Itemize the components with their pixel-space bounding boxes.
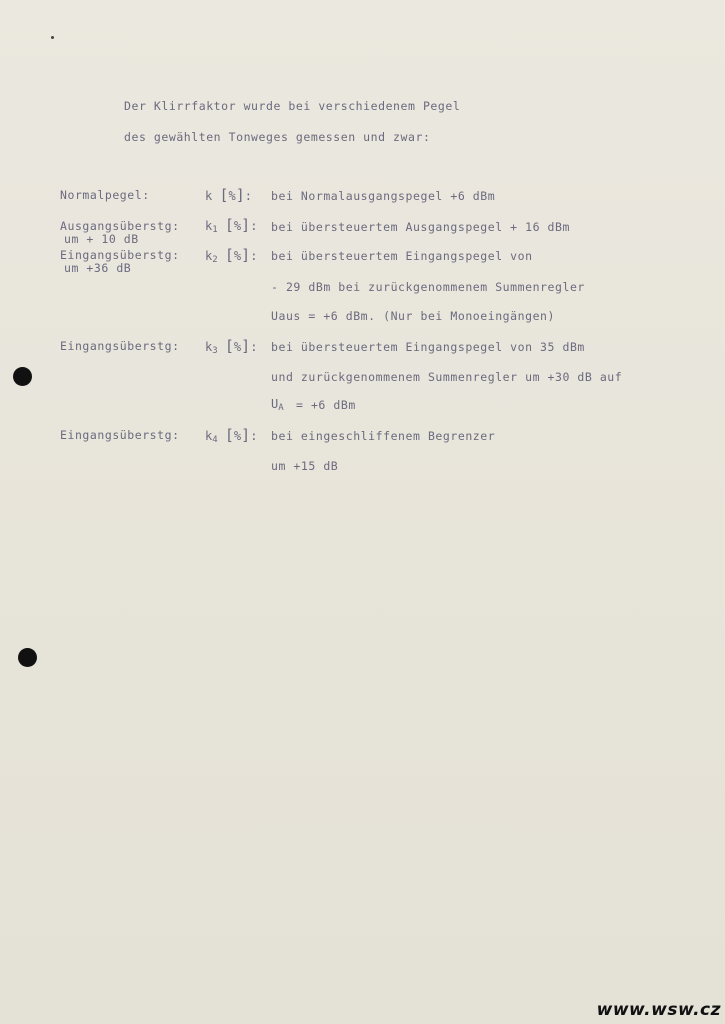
row-sublabel-eingang: um +36 dB	[64, 261, 132, 275]
unit-percent: %	[228, 189, 236, 203]
row-label-normalpegel: Normalpegel:	[60, 188, 150, 202]
row-label-eingangsuberstg-k2: Eingangsüberstg:	[60, 248, 180, 262]
row-3-line-2: und zurückgenommenem Summenregler um +30 dB auf	[271, 370, 623, 384]
row-1-line-1: bei übersteuertem Ausgangspegel + 16 dBm	[271, 220, 570, 234]
row-2-line-1: bei übersteuertem Eingangspegel von	[271, 249, 533, 263]
punch-hole-lower	[18, 648, 37, 667]
row-0-line-1: bei Normalausgangspegel +6 dBm	[271, 189, 496, 203]
symbol-k3: $k_3$ [%]:	[205, 337, 258, 356]
row-4-line-2: um +15 dB	[271, 459, 339, 473]
row-sublabel-ausgang: um + 10 dB	[64, 232, 139, 246]
paper-speck	[51, 36, 54, 39]
symbol-k1: $k_1$ [%]:	[205, 216, 258, 235]
ua-symbol: $U_A$	[271, 397, 284, 413]
row-label-ausgangsuberstg: Ausgangsüberstg:	[60, 219, 180, 233]
row-3-line-3: = +6 dBm	[296, 398, 356, 412]
symbol-k: k [%]:	[205, 186, 252, 204]
symbol-k4: $k_4$ [%]:	[205, 426, 258, 445]
row-label-eingangsuberstg-k3: Eingangsüberstg:	[60, 339, 180, 353]
row-2-line-3: Uaus = +6 dBm. (Nur bei Monoeingängen)	[271, 309, 555, 323]
punch-hole-upper	[13, 367, 32, 386]
row-4-line-1: bei eingeschliffenem Begrenzer	[271, 429, 496, 443]
intro-line-2: des gewählten Tonweges gemessen und zwar:	[124, 130, 431, 144]
symbol-k2: $k_2$ [%]:	[205, 246, 258, 265]
row-2-line-2: - 29 dBm bei zurückgenommenem Summenregler	[271, 280, 585, 294]
row-label-eingangsuberstg-k4: Eingangsüberstg:	[60, 428, 180, 442]
intro-line-1: Der Klirrfaktor wurde bei verschiedenem Pegel	[124, 99, 461, 113]
watermark: www.wsw.cz	[596, 1000, 721, 1020]
row-3-line-1: bei übersteuertem Eingangspegel von 35 dBm	[271, 340, 585, 354]
symbol-letter: k	[205, 189, 213, 203]
